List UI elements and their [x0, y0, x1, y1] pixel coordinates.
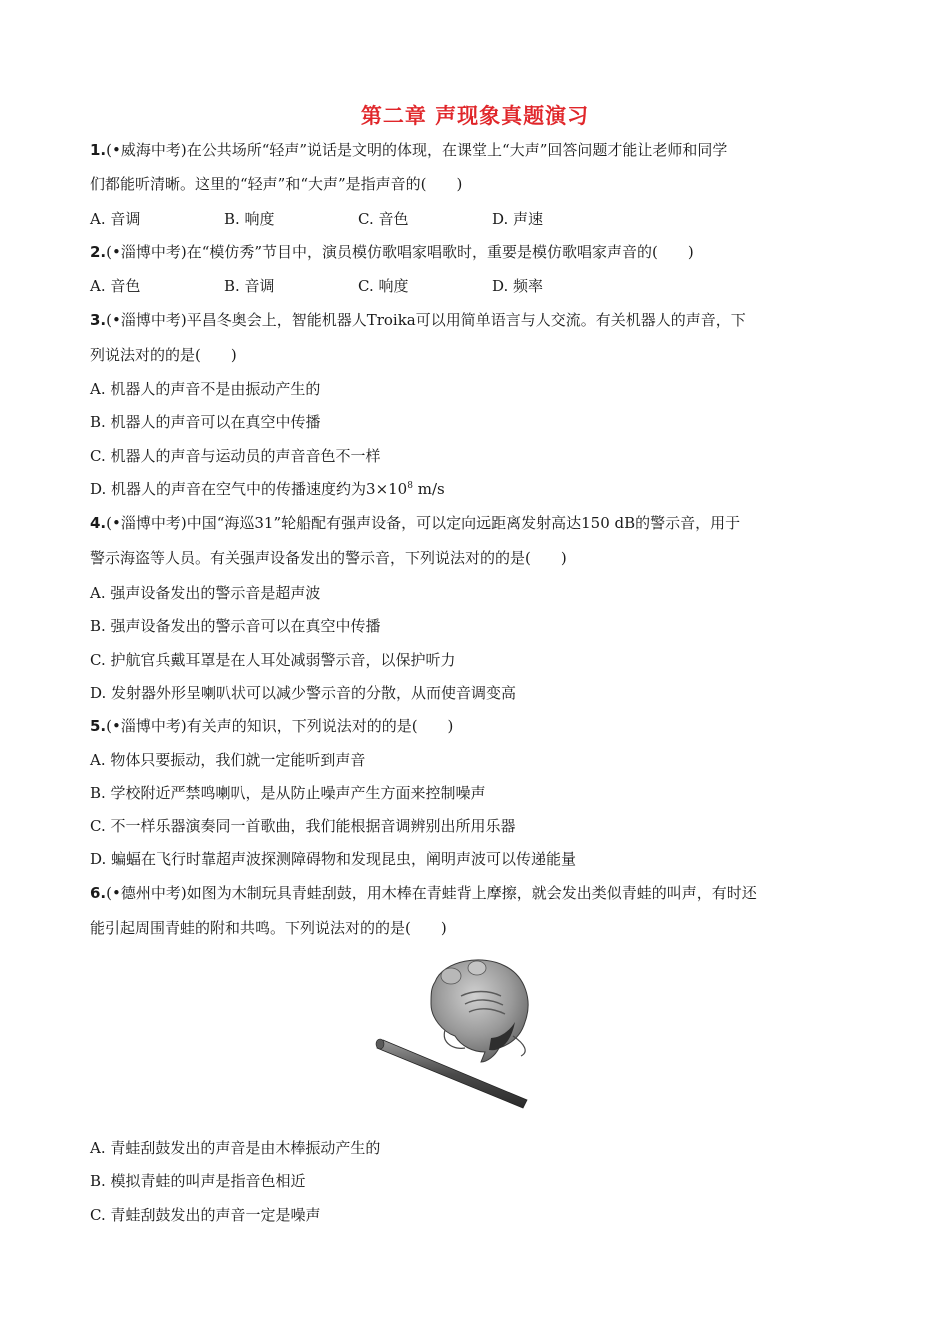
question-1-stem-2: 们都能听清晰。这里的“轻声”和“大声”是指声音的( ) [90, 175, 463, 193]
option-c: C. 不一样乐器演奏同一首歌曲，我们能根据音调辨别出所用乐器 [90, 817, 516, 835]
question-3-stem-2: 列说法对的的是( ) [90, 346, 237, 364]
question-number: 3. [90, 311, 107, 329]
option-d: D. 频率 [492, 277, 544, 295]
question-4-stem-2: 警示海盗等人员。有关强声设备发出的警示音，下列说法对的的是( ) [90, 549, 567, 567]
option-b: B. 学校附近严禁鸣喇叭，是从防止噪声产生方面来控制噪声 [90, 784, 486, 802]
question-6-stem-1: (•德州中考)如图为木制玩具青蛙刮鼓，用木棒在青蛙背上摩擦，就会发出类似青蛙的叫声，有时还 [106, 884, 757, 902]
question-number: 5. [90, 717, 107, 735]
option-b: B. 响度 [224, 210, 275, 228]
option-d: D. 声速 [492, 210, 544, 228]
question-2-stem-1: (•淄博中考)在“模仿秀”节目中，演员模仿歌唱家唱歌时，重要是模仿歌唱家声音的( ) [106, 243, 694, 261]
question-3-stem-1: (•淄博中考)平昌冬奥会上，智能机器人Troika可以用简单语言与人交流。有关机器人的声音，下 [106, 311, 746, 329]
option-c: C. 音色 [358, 210, 409, 228]
option-c: C. 机器人的声音与运动员的声音音色不一样 [90, 447, 381, 465]
option-a: A. 音调 [90, 210, 141, 228]
question-6-line-1 [90, 883, 870, 903]
question-number: 2. [90, 243, 107, 261]
question-2-line-1 [90, 242, 870, 262]
option-d [90, 479, 870, 499]
question-1-options [90, 209, 870, 229]
option-b: B. 机器人的声音可以在真空中传播 [90, 413, 321, 431]
question-number: 6. [90, 884, 107, 902]
option-b: B. 强声设备发出的警示音可以在真空中传播 [90, 617, 381, 635]
option-c: C. 青蛙刮鼓发出的声音一定是噪声 [90, 1206, 321, 1224]
question-4-line-1 [90, 513, 870, 533]
option-b: B. 模拟青蛙的叫声是指音色相近 [90, 1172, 306, 1190]
exponent: 8 [407, 481, 413, 491]
option-a: A. 机器人的声音不是由振动产生的 [90, 380, 321, 398]
question-4-stem-1: (•淄博中考)中国“海巡31”轮船配有强声设备，可以定向远距离发射高达150 dB的警示音，用于 [106, 514, 741, 532]
question-2-options [90, 276, 870, 296]
option-a: A. 青蛙刮鼓发出的声音是由木棒振动产生的 [90, 1139, 381, 1157]
option-d-unit: m/s [412, 480, 445, 498]
question-3-line-1 [90, 310, 870, 330]
option-c: C. 响度 [358, 277, 409, 295]
option-a: A. 音色 [90, 277, 141, 295]
question-6-stem-2: 能引起周围青蛙的附和共鸣。下列说法对的的是( ) [90, 919, 447, 937]
question-number: 4. [90, 514, 107, 532]
option-a: A. 强声设备发出的警示音是超声波 [90, 584, 321, 602]
option-b: B. 音调 [224, 277, 275, 295]
option-d: D. 发射器外形呈喇叭状可以减少警示音的分散，从而使音调变高 [90, 684, 517, 702]
question-1-stem-1: (•威海中考)在公共场所“轻声”说话是文明的体现，在课堂上“大声”回答问题才能让老师和同学 [106, 141, 728, 159]
page-title: 第二章 声现象真题演习 [360, 104, 590, 128]
frog-guiro-figure [365, 952, 535, 1112]
option-a: A. 物体只要振动，我们就一定能听到声音 [90, 751, 366, 769]
option-c: C. 护航官兵戴耳罩是在人耳处减弱警示音，以保护听力 [90, 651, 456, 669]
question-number: 1. [90, 141, 107, 159]
option-d-text: D. 机器人的声音在空气中的传播速度约为3×10 [90, 480, 408, 498]
question-5-stem-1: (•淄博中考)有关声的知识，下列说法对的的是( ) [106, 717, 454, 735]
question-5-line-1 [90, 716, 870, 736]
question-1-line-1 [90, 140, 870, 160]
option-d: D. 蝙蝠在飞行时靠超声波探测障碍物和发现昆虫，阐明声波可以传递能量 [90, 850, 577, 868]
